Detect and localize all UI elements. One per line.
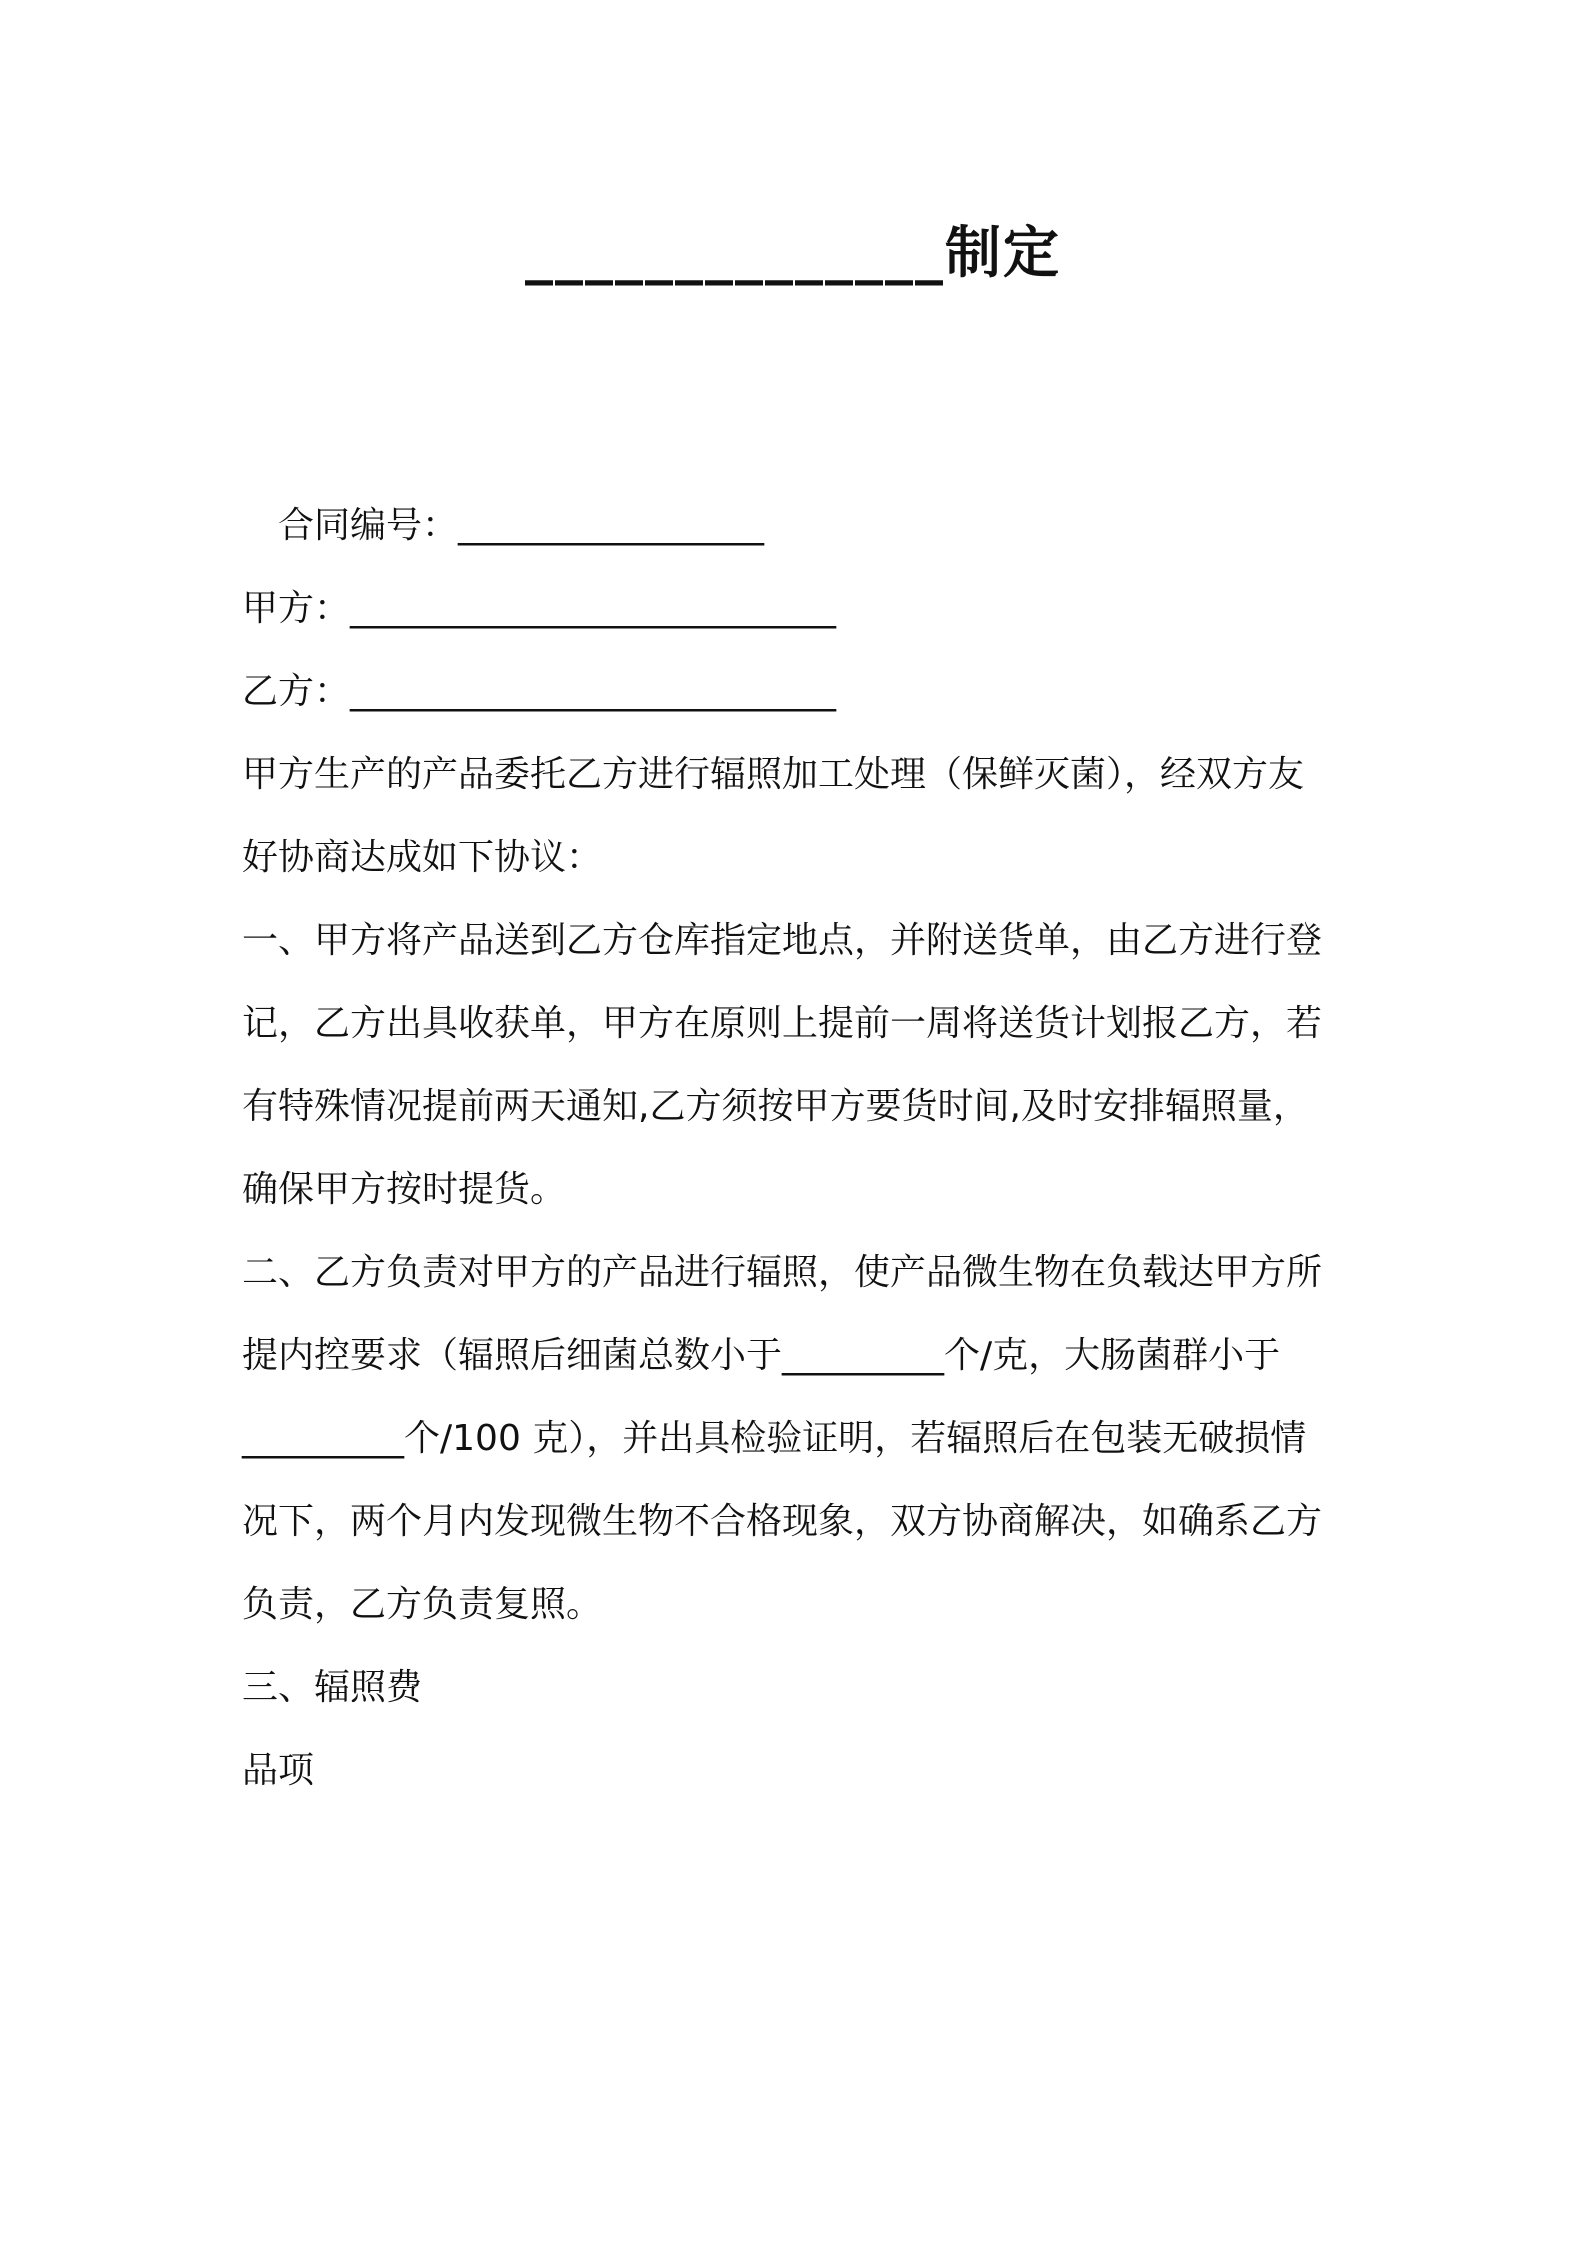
clause-1-line: 一、甲方将产品送到乙方仓库指定地点，并附送货单，由乙方进行登 [242,920,1323,961]
clause-3-heading: 三、辐照费 [242,1667,423,1708]
clause-1-line: 有特殊情况提前两天通知,乙方须按甲方要货时间,及时安排辐照量， [242,1086,1309,1127]
intro-line: 好协商达成如下协议： [242,837,603,878]
document-body [242,484,1362,1812]
item-label: 品项 [242,1750,315,1791]
clause-2-line: 负责，乙方负责复照。 [242,1584,603,1625]
party-b-line: 乙方：___________________________ [242,671,837,712]
clause-1-line: 记，乙方出具收获单，甲方在原则上提前一周将送货计划报乙方，若 [242,1003,1323,1044]
clause-2-line: 二、乙方负责对甲方的产品进行辐照，使产品微生物在负载达甲方所 [242,1252,1323,1293]
party-a-line: 甲方：___________________________ [242,588,837,629]
clause-1-line: 确保甲方按时提货。 [242,1169,567,1210]
intro-line: 甲方生产的产品委托乙方进行辐照加工处理（保鲜灭菌），经双方友 [242,754,1305,795]
document-title: ______________制定 [525,221,1061,286]
clause-2-line: 提内控要求（辐照后细菌总数小于_________个/克，大肠菌群小于 [242,1335,1281,1376]
clause-2-line: 况下，两个月内发现微生物不合格现象，双方协商解决，如确系乙方 [242,1501,1323,1542]
contract-number-line: 合同编号：_________________ [278,505,765,546]
clause-2-line: _________个/100 克），并出具检验证明，若辐照后在包装无破损情 [242,1418,1307,1459]
